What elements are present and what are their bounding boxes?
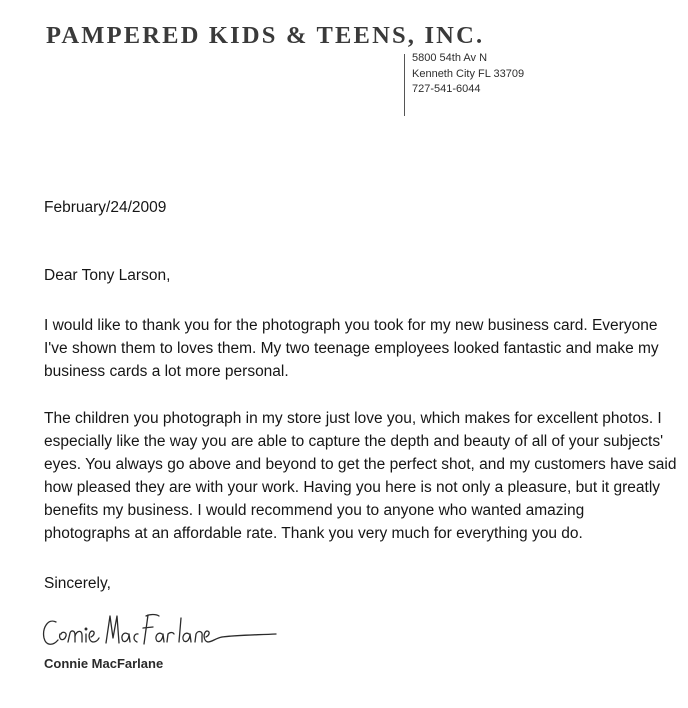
paragraph-line: I would like to thank you for the photograph you took for my new business card. Everyone: [44, 317, 658, 334]
address-divider: [404, 54, 405, 116]
paragraph-line: eyes. You always go above and beyond to get the perfect shot, and my customers have said: [44, 456, 677, 473]
paragraph-line: The children you photograph in my store just love you, which makes for excellent photos. I: [44, 410, 662, 427]
paragraph-line: benefits my business. I would recommend you to anyone who wanted amazing: [44, 502, 585, 519]
address-street: 5800 54th Av N: [412, 52, 488, 64]
body-paragraph-2: [44, 407, 676, 545]
signer-name: Connie MacFarlane: [44, 656, 164, 671]
closing: Sincerely,: [44, 575, 111, 592]
paragraph-line: business cards a lot more personal.: [44, 363, 289, 380]
address-phone: 727-541-6044: [412, 83, 481, 95]
company-name: PAMPERED KIDS & TEENS, INC.: [46, 22, 485, 49]
salutation: Dear Tony Larson,: [44, 267, 171, 284]
body-paragraph-1: [44, 314, 659, 383]
address-city: Kenneth City FL 33709: [412, 67, 525, 80]
paragraph-line: photographs at an affordable rate. Thank you very much for everything you do.: [44, 525, 583, 542]
paragraph-line: I've shown them to loves them. My two teenage employees looked fantastic and make my: [44, 340, 659, 357]
letter-date: February/24/2009: [44, 199, 167, 216]
paragraph-line: how pleased they are with your work. Having you here is not only a pleasure, but it greatly: [44, 479, 661, 496]
handwritten-signature: [40, 606, 290, 652]
paragraph-line: especially like the way you are able to capture the depth and beauty of all of your subjects': [44, 433, 664, 450]
company-address: [412, 51, 524, 98]
